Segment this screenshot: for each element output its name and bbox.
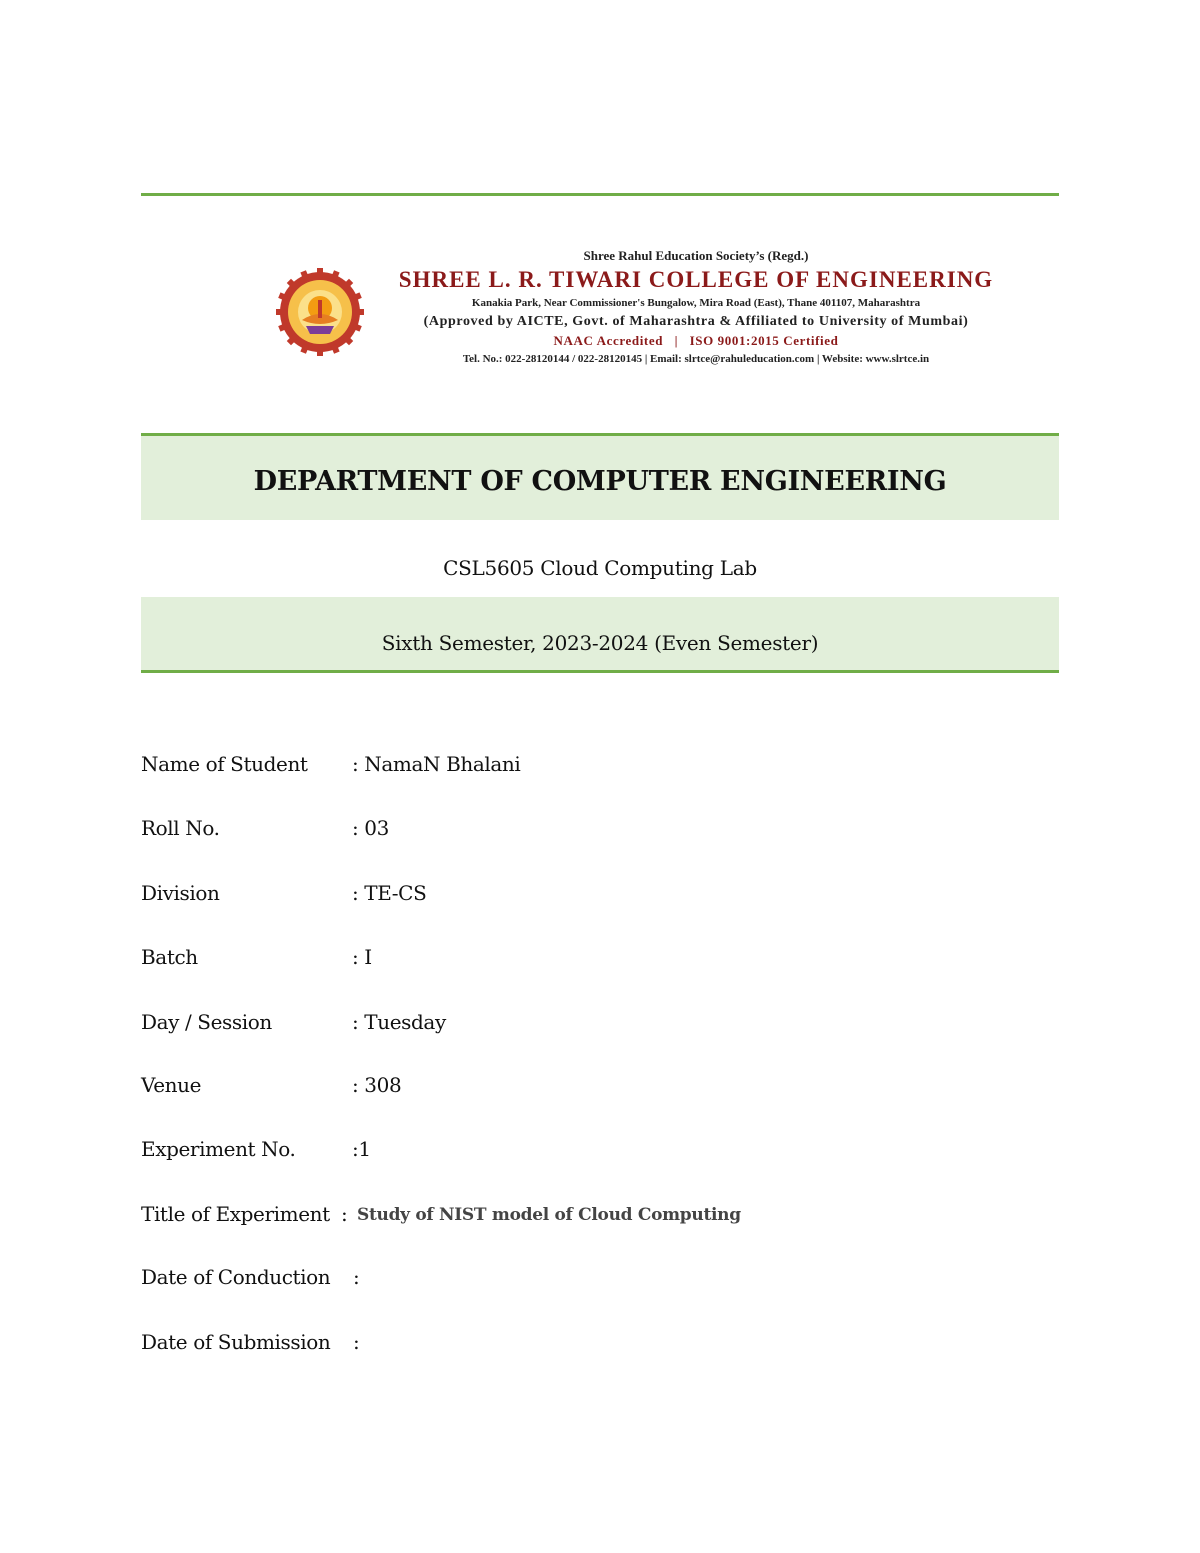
field-label: Day / Session [141,1010,272,1034]
field-value: : 03 [352,816,389,840]
field-label: Batch [141,945,198,969]
approval-line: (Approved by AICTE, Govt. of Maharashtra & Affiliated to University of Mumbai) [423,314,969,329]
field-label: Date of Conduction [141,1265,331,1289]
field-value: : [353,1265,360,1289]
semester-title: Sixth Semester, 2023-2024 (Even Semester) [381,631,819,655]
course-title: CSL5605 Cloud Computing Lab [443,556,757,580]
field-label: Roll No. [141,816,220,840]
experiment-title-value: Study of NIST model of Cloud Computing [357,1205,741,1225]
field-label: Venue [141,1073,202,1097]
top-divider [141,193,1059,196]
field-value: :1 [352,1137,371,1161]
college-name: SHREE L. R. TIWARI COLLEGE OF ENGINEERING [398,267,994,292]
field-label: Experiment No. [141,1137,296,1161]
society-name: Shree Rahul Education Society’s (Regd.) [583,248,809,263]
field-label: Division [141,881,220,905]
college-letterhead [272,246,1017,372]
field-label: Date of Submission [141,1330,331,1354]
field-value: : 308 [352,1073,402,1097]
field-value: : Tuesday [352,1010,446,1034]
field-label: Title of Experiment [141,1202,330,1226]
field-value: : [353,1330,360,1354]
field-value: : NamaN Bhalani [352,752,521,776]
bottom-divider [141,670,1059,673]
college-seal-logo [276,268,364,356]
accreditation-line: NAAC Accredited | ISO 9001:2015 Certified [553,333,839,348]
contact-line: Tel. No.: 022-28120144 / 022-28120145 | Email: slrtce@rahuleducation.com | Website: www.slrtce.in [462,353,930,365]
field-value: : TE-CS [352,881,427,905]
field-value: : I [352,945,372,969]
college-address: Kanakia Park, Near Commissioner's Bungalow, Mira Road (East), Thane 401107, Maharashtra [471,297,921,309]
field-separator: : [341,1202,348,1226]
department-title: DEPARTMENT OF COMPUTER ENGINEERING [253,466,947,497]
field-label: Name of Student [141,752,308,776]
